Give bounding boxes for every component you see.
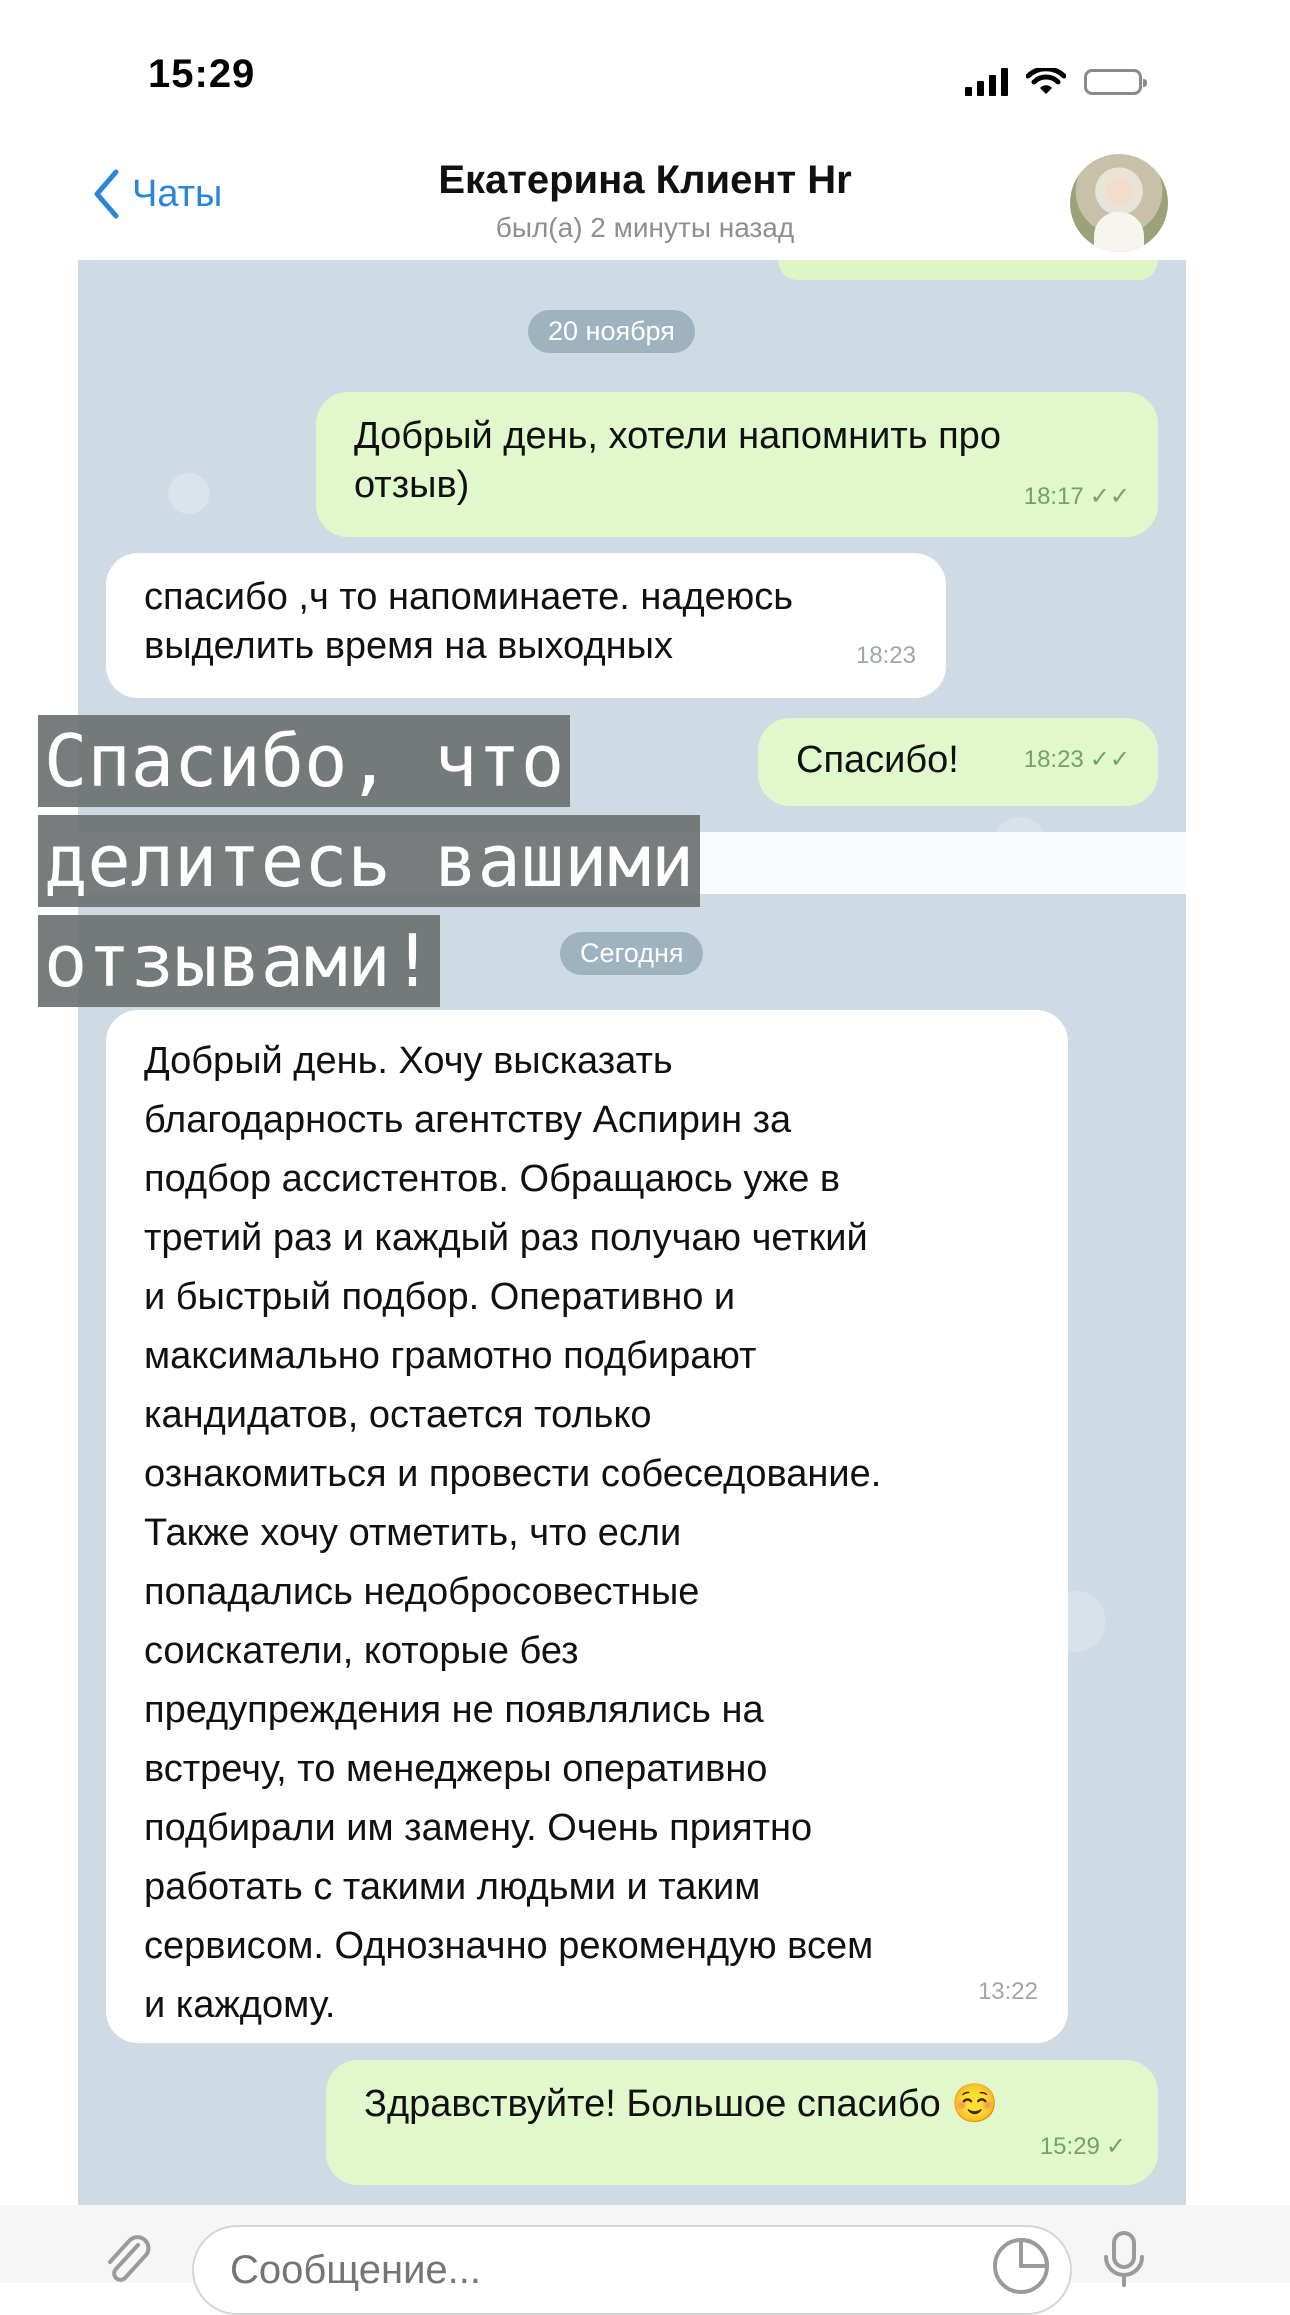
wifi-icon	[1026, 68, 1066, 96]
status-time: 15:29	[148, 52, 256, 96]
message-meta	[1024, 735, 1130, 784]
date-separator: 20 ноября	[528, 310, 695, 353]
read-checks-icon: ✓✓	[1089, 746, 1130, 773]
message-text: спасибо ,ч то напоминаете. надеюсь выделить время на выходных	[144, 576, 794, 667]
message-bubble-incoming[interactable]	[106, 1010, 1068, 2043]
message-meta	[1024, 472, 1130, 521]
message-bubble-outgoing[interactable]	[758, 718, 1158, 806]
overlay-caption-line: Спасибо, что	[38, 715, 570, 807]
overlay-caption-line: отзывами!	[38, 915, 440, 1007]
chat-title[interactable]: Екатерина Клиент Hr	[438, 158, 852, 202]
read-checks-icon: ✓✓	[1089, 483, 1130, 510]
message-bubble-incoming[interactable]	[106, 553, 946, 698]
message-text: Здравствуйте! Большое спасибо ☺️	[364, 2083, 999, 2125]
message-input-bar	[0, 2205, 1290, 2283]
message-text: Добрый день. Хочу высказать благодарность агентству Аспирин за подбор ассистентов. Обращаюсь уже в третий раз и каждый раз получаю четкий и быстрый подбор. Оперативно и максимально грамотно подбирают кандидатов, остается только ознакомиться и провести собеседование. Также хочу отметить, что если попадались недобросовестные соискатели, которые без предупреждения не появлялись на встречу, то менеджеры оперативно подбирали им замену. Очень приятно работать с такими людьми и таким сервисом. Однозначно рекомендую всем и каждому.	[144, 1040, 882, 2026]
message-meta	[1040, 2122, 1126, 2171]
date-separator: Сегодня	[560, 932, 703, 975]
message-bubble-outgoing[interactable]	[316, 392, 1158, 537]
microphone-icon[interactable]	[1100, 2229, 1148, 2289]
avatar[interactable]	[1070, 154, 1168, 252]
message-time: 18:23	[1023, 746, 1084, 773]
message-text: Спасибо!	[796, 739, 959, 781]
paperclip-icon[interactable]	[98, 2231, 158, 2291]
status-icons	[965, 68, 1142, 96]
message-time: 18:23	[855, 642, 916, 669]
chat-area[interactable]	[78, 260, 1186, 2205]
message-time: 18:17	[1023, 483, 1084, 510]
back-button-label: Чаты	[132, 172, 223, 215]
overlay-caption-line: делитесь вашими	[38, 815, 700, 907]
sticker-icon[interactable]	[990, 2235, 1052, 2297]
previous-message-edge	[778, 260, 1158, 280]
message-text: Добрый день, хотели напомнить про отзыв)	[354, 415, 1001, 506]
message-bubble-outgoing[interactable]	[326, 2060, 1158, 2185]
message-input[interactable]	[192, 2225, 1072, 2315]
status-bar	[0, 0, 1290, 150]
battery-icon	[1084, 69, 1142, 95]
message-time: 13:22	[977, 1978, 1038, 2005]
chat-header	[0, 140, 1290, 260]
last-seen-status: был(а) 2 минуты назад	[495, 212, 795, 243]
read-check-icon: ✓	[1105, 2133, 1126, 2160]
message-time: 15:29	[1039, 2133, 1100, 2160]
cellular-signal-icon	[965, 68, 1008, 96]
